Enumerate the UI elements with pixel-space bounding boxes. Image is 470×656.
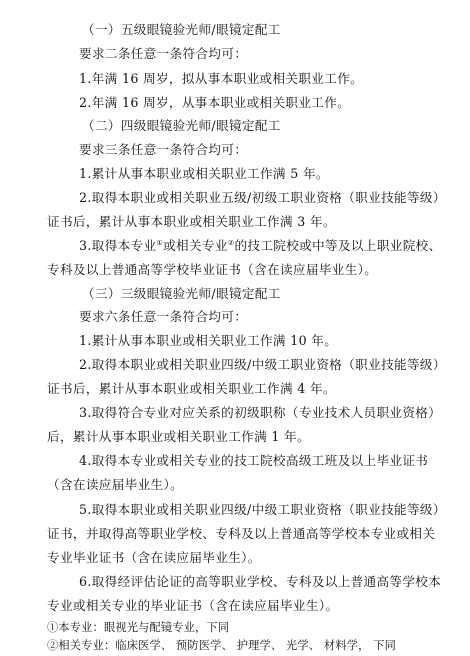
section-3-requirement-intro: 要求六条任意一条符合均可： — [79, 309, 248, 324]
section-2-requirement-intro: 要求三条任意一条符合均可： — [79, 142, 248, 157]
footnote-marker-2: ② — [227, 239, 235, 247]
item-text-end: 的技工院校或中等及以上职业院校、 — [234, 238, 442, 253]
section-3-item-5-line-3: 专业毕业证书（含在读应届毕业生）。 — [47, 550, 261, 565]
section-3-item-5-line-2: 证书，并取得高等职业学校、专科及以上普通高等学校本专业或相关 — [47, 526, 436, 541]
item-text-start: 3.取得本专业 — [79, 238, 157, 253]
item-text-middle: 或相关专业 — [163, 238, 228, 253]
section-3-item-1: 1.累计从事本职业或相关职业工作满 10 年。 — [79, 333, 338, 348]
section-3-item-2-line-1: 2.取得本职业或相关职业四级/中级工职业资格（职业技能等级） — [79, 357, 446, 372]
section-3-item-3-line-2: 后，累计从事本职业或相关职业工作满 1 年。 — [47, 429, 310, 444]
section-1-requirement-intro: 要求二条任意一条符合均可： — [79, 46, 248, 61]
section-3-item-5-line-1: 5.取得本职业或相关职业四级/中级工职业资格（职业技能等级） — [79, 502, 446, 517]
section-3-item-6-line-2: 专业或相关专业的毕业证书（含在读应届毕业生）。 — [47, 598, 339, 613]
section-3-item-2-line-2: 证书后，累计从事本职业或相关职业工作满 4 年。 — [47, 381, 336, 396]
section-1-item-2: 2.年满 16 周岁，从事本职业或相关职业工作。 — [79, 95, 351, 110]
footnote-marker-1: ① — [156, 239, 164, 247]
section-1-item-1: 1.年满 16 周岁，拟从事本职业或相关职业工作。 — [79, 71, 364, 86]
section-3-item-3-line-1: 3.取得符合专业对应关系的初级职称（专业技术人员职业资格） — [79, 405, 442, 420]
section-2-item-2-line-2: 证书后，累计从事本职业或相关职业工作满 3 年。 — [47, 214, 336, 229]
section-3-item-4-line-2: （含在读应届毕业生）。 — [47, 477, 184, 492]
footnote-2: ②相关专业：临床医学、 预防医学、 护理学、 光学、 材料学， 下同 — [47, 639, 397, 652]
section-1-heading: （一）五级眼镜验光师/眼镜定配工 — [82, 22, 281, 37]
section-2-item-1: 1.累计从事本职业或相关职业工作满 5 年。 — [79, 166, 329, 181]
section-2-item-3-line-1 — [79, 238, 442, 254]
footnote-1: ①本专业：眼视光与配镜专业，下同 — [47, 621, 230, 634]
section-3-item-4-line-1: 4.取得本专业或相关专业的技工院校高级工班及以上毕业证书 — [79, 453, 429, 468]
section-2-item-2-line-1: 2.取得本职业或相关职业五级/初级工职业资格（职业技能等级） — [79, 190, 446, 205]
section-3-item-6-line-1: 6.取得经评估论证的高等职业学校、专科及以上普通高等学校本 — [79, 574, 442, 589]
section-2-item-3-line-2: 专科及以上普通高等学校毕业证书（含在读应届毕业生）。 — [47, 262, 378, 277]
section-3-heading: （三）三级眼镜验光师/眼镜定配工 — [82, 286, 281, 301]
section-2-heading: （二）四级眼镜验光师/眼镜定配工 — [82, 118, 281, 133]
